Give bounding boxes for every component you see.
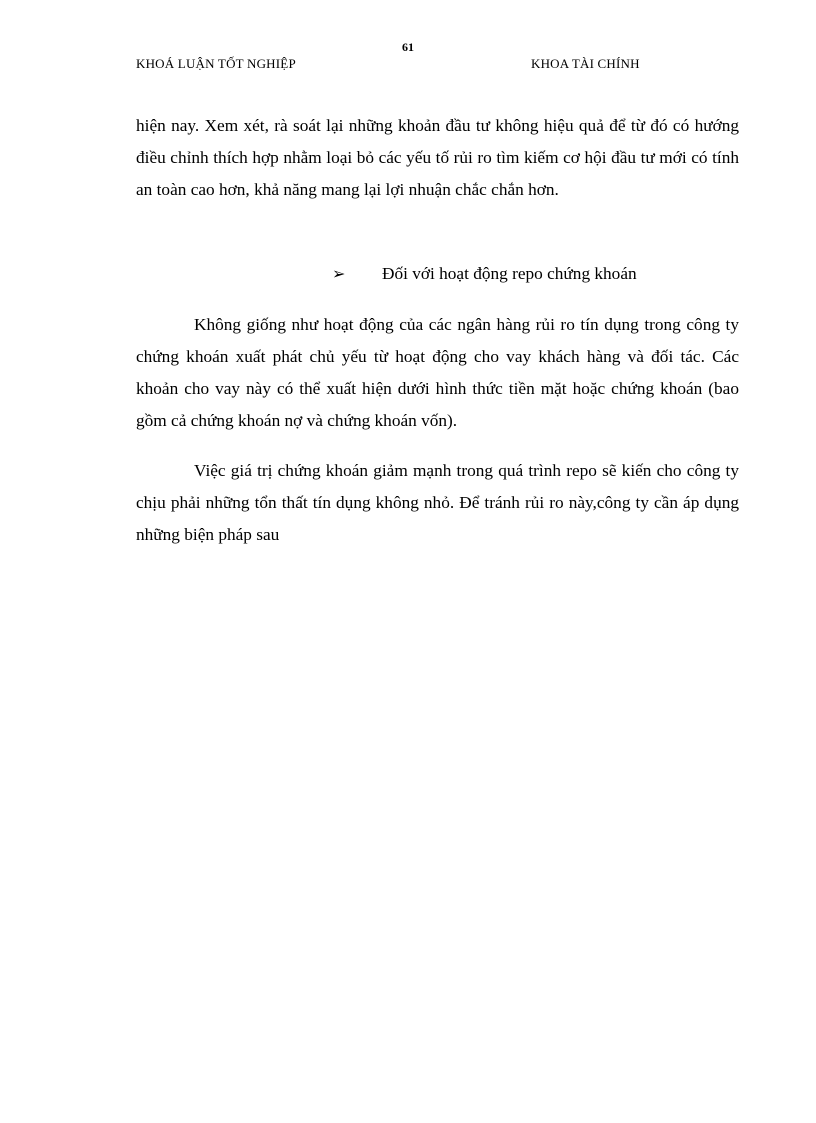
page-number: 61	[402, 40, 414, 54]
paragraph-3: Việc giá trị chứng khoán giảm mạnh trong quá trình repo sẽ kiến cho công ty chịu phải những tổn thất tín dụng không nhỏ. Để tránh rủi ro này,công ty cần áp dụng những biện pháp sau	[136, 461, 739, 544]
arrowhead-bullet-icon: ➢	[332, 266, 346, 283]
paragraph-1: hiện nay. Xem xét, rà soát lại những khoản đầu tư không hiệu quả để từ đó có hướng điều chỉnh thích hợp nhằm loại bỏ các yếu tố rủi ro tìm kiếm cơ hội đầu tư mới có tính an toàn cao hơn, khả năng mang lại lợi nhuận chắc chắn hơn.	[136, 116, 739, 199]
paragraph-2: Không giống như hoạt động của các ngân hàng rủi ro tín dụng trong công ty chứng khoán xuất phát chủ yếu từ hoạt động cho vay khách hàng và đối tác. Các khoản cho vay này có thể xuất hiện dưới hình thức tiền mặt hoặc chứng khoán (bao gồm cả chứng khoán nợ và chứng khoán vốn).	[136, 315, 739, 430]
header-left: KHOÁ LUẬN TỐT NGHIỆP	[136, 56, 296, 71]
bullet-heading-line	[332, 258, 637, 291]
header-right: KHOA TÀI CHÍNH	[531, 56, 640, 71]
bullet-heading: Đối với hoạt động repo chứng khoán	[382, 264, 637, 283]
